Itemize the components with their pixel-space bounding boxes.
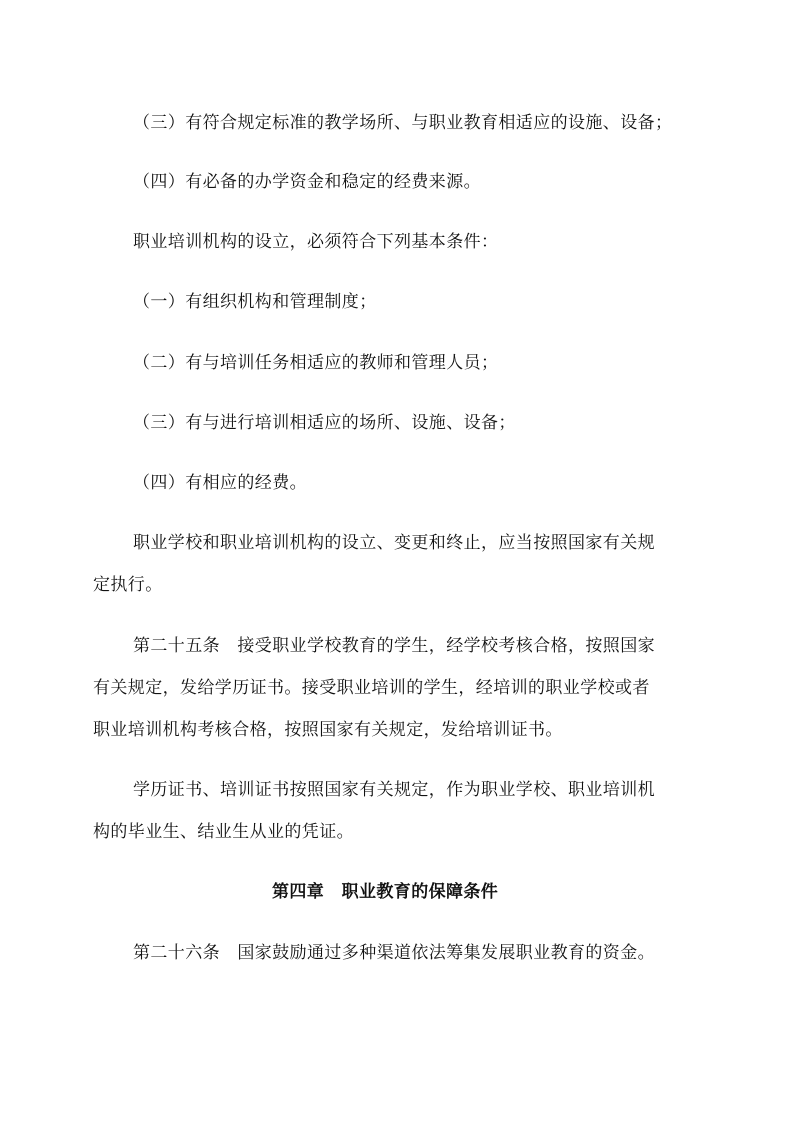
paragraph-line: 定执行。 xyxy=(93,575,163,595)
chapter-heading: 第四章 职业教育的保障条件 xyxy=(272,882,499,902)
paragraph-line: （四）有必备的办学资金和稳定的经费来源。 xyxy=(133,172,481,192)
paragraph-line: 构的毕业生、结业生从业的凭证。 xyxy=(93,822,354,842)
paragraph-line: 职业培训机构的设立，必须符合下列基本条件： xyxy=(133,232,499,252)
paragraph-line: 第二十五条 接受职业学校教育的学生，经学校考核合格，按照国家 xyxy=(133,636,655,656)
paragraph-line: （三）有与进行培训相适应的场所、设施、设备； xyxy=(133,413,516,433)
paragraph-line: （一）有组织机构和管理制度； xyxy=(133,292,377,312)
paragraph-line: （三）有符合规定标准的教学场所、与职业教育相适应的设施、设备； xyxy=(133,113,673,133)
paragraph-line: 第二十六条 国家鼓励通过多种渠道依法筹集发展职业教育的资金。 xyxy=(133,943,655,963)
paragraph-line: 有关规定，发给学历证书。接受职业培训的学生，经培训的职业学校或者 xyxy=(93,678,650,698)
paragraph-line: 职业培训机构考核合格，按照国家有关规定，发给培训证书。 xyxy=(93,720,563,740)
paragraph-line: （四）有相应的经费。 xyxy=(133,473,307,493)
paragraph-line: 学历证书、培训证书按照国家有关规定，作为职业学校、职业培训机 xyxy=(133,780,655,800)
paragraph-line: 职业学校和职业培训机构的设立、变更和终止，应当按照国家有关规 xyxy=(133,533,655,553)
paragraph-line: （二）有与培训任务相适应的教师和管理人员； xyxy=(133,353,499,373)
